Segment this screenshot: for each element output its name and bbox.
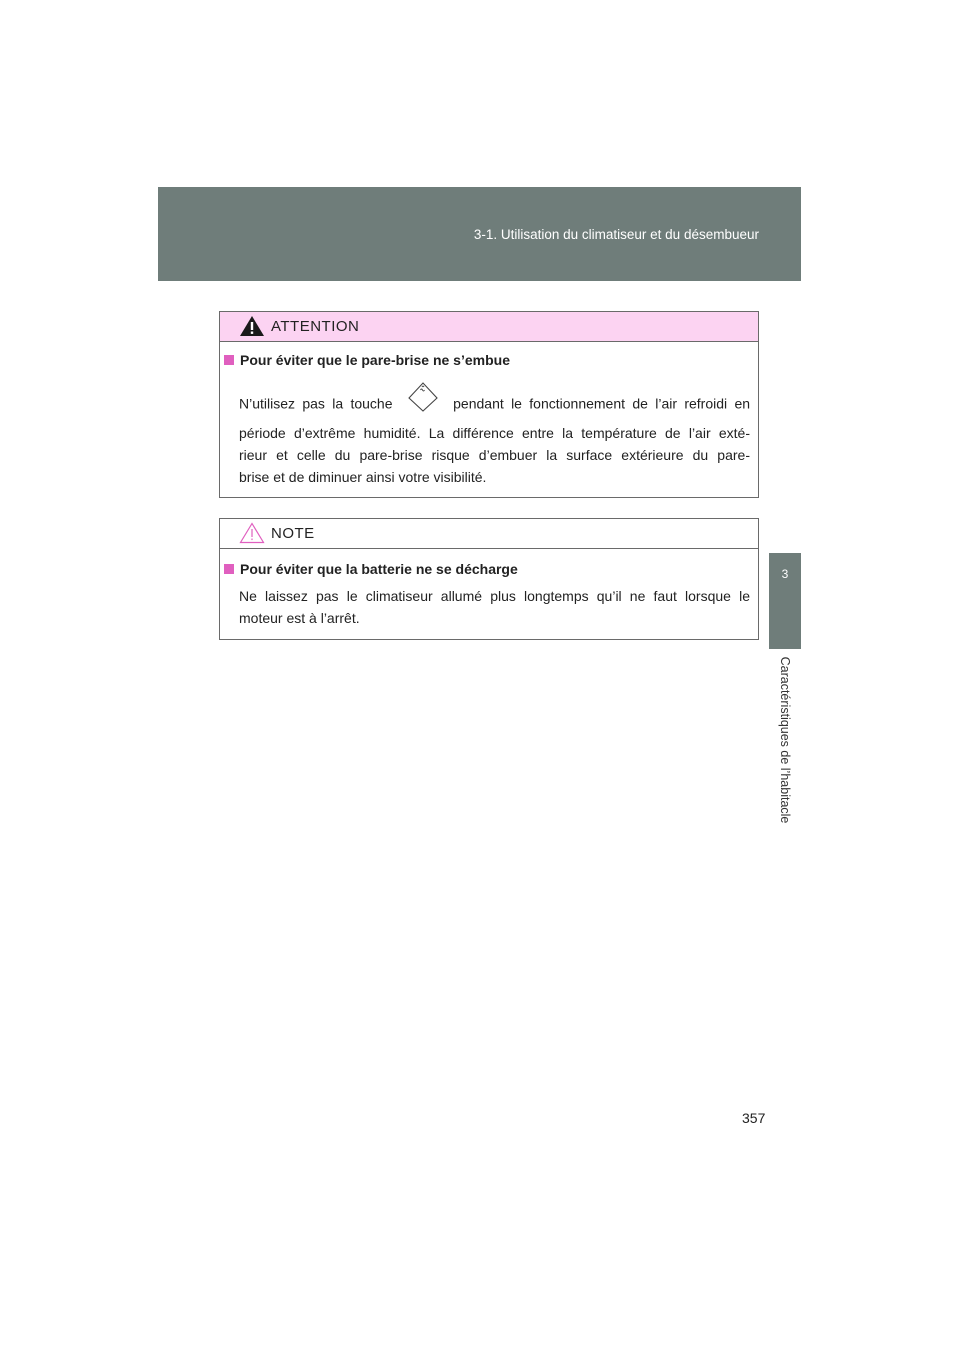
note-line: moteur est à l’arrêt. — [239, 610, 360, 626]
chapter-tab — [769, 553, 801, 649]
warning-heading — [224, 352, 510, 368]
warning-triangle-outline-icon — [239, 522, 265, 544]
warning-line1-after: pendant le fonctionnement de l’air refroidi en — [453, 395, 751, 412]
warning-title: ATTENTION — [271, 318, 360, 335]
header-band — [158, 187, 801, 281]
warning-triangle-filled-icon — [239, 315, 265, 337]
warning-line: période d’extrême humidité. La différence entre la température de l’air exté- — [239, 425, 750, 441]
chapter-label: Caractéristiques de l’habitacle — [778, 656, 792, 824]
warning-box — [219, 311, 759, 498]
chapter-number: 3 — [781, 567, 789, 581]
warning-heading-text: Pour éviter que le pare-brise ne s’embue — [240, 352, 510, 368]
note-paragraph — [239, 585, 750, 629]
windshield-defroster-button-icon — [406, 380, 440, 418]
note-heading — [224, 561, 518, 577]
note-line: Ne laissez pas le climatiseur allumé plus longtemps qu’il ne faut lorsque le — [239, 588, 750, 604]
warning-paragraph — [239, 392, 750, 488]
warning-line: brise et de diminuer ainsi votre visibilité. — [239, 469, 487, 485]
warning-line-with-icon — [239, 392, 750, 414]
section-title: 3-1. Utilisation du climatiseur et du désembueur — [473, 227, 759, 242]
note-box — [219, 518, 759, 640]
note-heading-text: Pour éviter que la batterie ne se décharge — [240, 561, 518, 577]
warning-line: rieur et celle du pare-brise risque d’embuer la surface extérieure du pare- — [239, 447, 750, 463]
warning-line1-before: N’utilisez pas la touche — [239, 395, 393, 412]
note-box-header — [220, 519, 758, 549]
bullet-square-icon — [224, 564, 234, 574]
page-number: 357 — [742, 1110, 766, 1126]
bullet-square-icon — [224, 355, 234, 365]
warning-box-header — [220, 312, 758, 342]
note-title: NOTE — [271, 525, 315, 542]
